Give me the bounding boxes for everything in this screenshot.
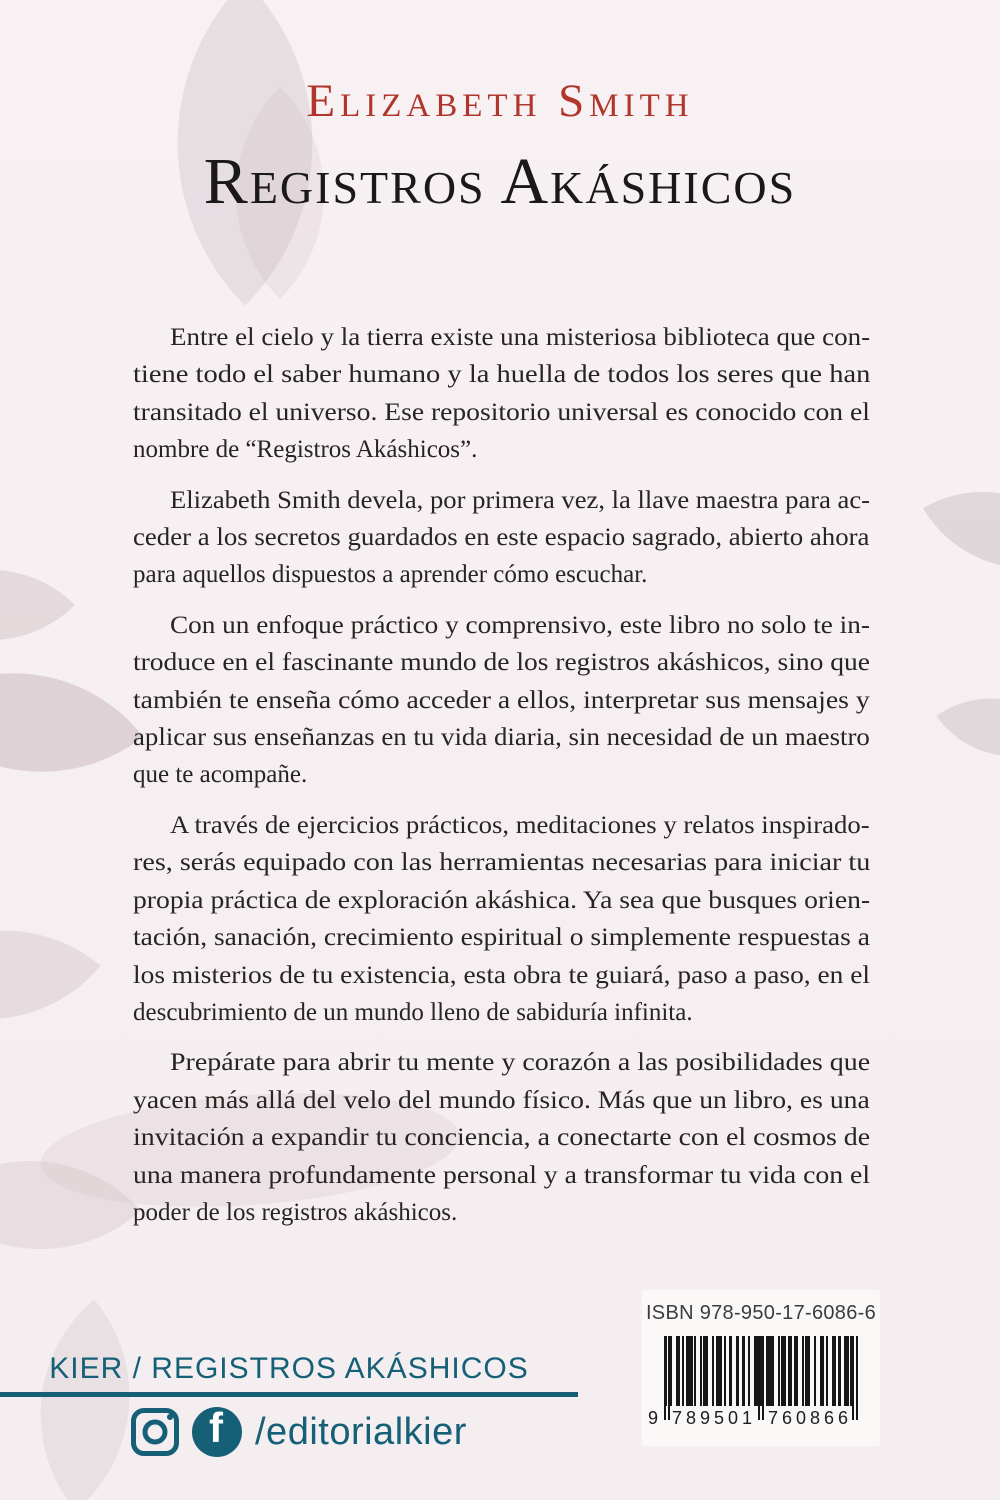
- blurb-line: invitación a expandir tu conciencia, a conectarte con el cosmos de: [133, 1124, 871, 1152]
- blurb-paragraph: [133, 807, 870, 1031]
- blurb-line: Prepárate para abrir tu mente y corazón a las posibilidades que: [170, 1049, 871, 1077]
- blurb-line: una manera profundamente personal y a transformar tu vida con el: [133, 1161, 871, 1189]
- blurb-line: Con un enfoque práctico y comprensivo, este libro no solo te in-: [170, 611, 870, 639]
- blurb-line: que te acompañe.: [133, 761, 308, 789]
- barcode-digit-group: 9: [648, 1408, 659, 1428]
- leaf-watermark: [0, 1299, 191, 1500]
- barcode-digit-group: 789501: [672, 1408, 757, 1428]
- isbn-panel: [642, 1290, 880, 1446]
- barcode: [664, 1336, 858, 1406]
- blurb-line: tiene todo el saber humano y la huella de todos los seres que han: [133, 361, 871, 389]
- blurb-line: también te enseña cómo acceder a ellos, interpretar sus mensajes y: [133, 686, 870, 714]
- leaf-watermark: [936, 661, 1000, 793]
- blurb-line: poder de los registros akáshicos.: [133, 1198, 458, 1226]
- blurb-line: troduce en el fascinante mundo de los registros akáshicos, sino que: [133, 649, 870, 677]
- imprint-line: KIER / REGISTROS AKÁSHICOS: [49, 1352, 529, 1385]
- instagram-icon: [131, 1408, 179, 1456]
- blurb-line: transitado el universo. Ese repositorio universal es conocido con el: [133, 398, 870, 426]
- blurb-paragraph: [133, 1044, 870, 1231]
- blurb-line: aplicar sus enseñanzas en tu vida diaria, sin necesidad de un maestro: [133, 724, 870, 752]
- blurb-line: para aquellos dispuestos a aprender cómo escuchar.: [133, 561, 648, 589]
- leaf-watermark: [0, 1099, 141, 1311]
- blurb-line: descubrimiento de un mundo lleno de sabiduría infinita.: [133, 998, 693, 1026]
- leaf-watermark: [0, 607, 143, 839]
- leaf-watermark: [0, 869, 101, 1080]
- blurb-line: A través de ejercicios prácticos, meditaciones y relatos inspirado-: [170, 811, 870, 839]
- blurb-paragraph: [133, 319, 870, 469]
- blurb-line: ceder a los secretos guardados en este espacio sagrado, abierto ahora: [133, 524, 870, 552]
- divider-rule: [0, 1392, 578, 1397]
- blurb-line: propia práctica de exploración akáshica. Ya sea que busques orien-: [133, 886, 871, 914]
- leaf-watermark: [923, 448, 1000, 612]
- blurb-line: Elizabeth Smith devela, por primera vez, la llave maestra para ac-: [170, 486, 871, 514]
- isbn-label: ISBN 978-950-17-6086-6: [645, 1302, 877, 1324]
- blurb-text: [133, 319, 870, 1244]
- book-title: Registros Akáshicos: [203, 145, 797, 218]
- blurb-paragraph: [133, 482, 870, 594]
- blurb-line: tación, sanación, crecimiento espiritual o simplemente respuestas a: [133, 924, 870, 952]
- social-row: [131, 1405, 467, 1459]
- facebook-icon: [192, 1407, 242, 1457]
- blurb-paragraph: [133, 607, 870, 794]
- barcode-digits: [642, 1408, 880, 1432]
- blurb-line: nombre de “Registros Akáshicos”.: [133, 436, 478, 464]
- blurb-line: los misterios de tu existencia, esta obra te guiará, paso a paso, en el: [133, 961, 871, 989]
- author-name: Elizabeth Smith: [306, 75, 694, 127]
- blurb-line: res, serás equipado con las herramientas necesarias para iniciar tu: [133, 849, 871, 877]
- leaf-watermark: [0, 520, 75, 690]
- barcode-digit-group: 760866: [768, 1408, 853, 1428]
- blurb-line: yacen más allá del velo del mundo físico. Más que un libro, es una: [133, 1086, 870, 1114]
- blurb-line: Entre el cielo y la tierra existe una misteriosa biblioteca que con-: [170, 324, 871, 351]
- social-handle: /editorialkier: [255, 1410, 467, 1453]
